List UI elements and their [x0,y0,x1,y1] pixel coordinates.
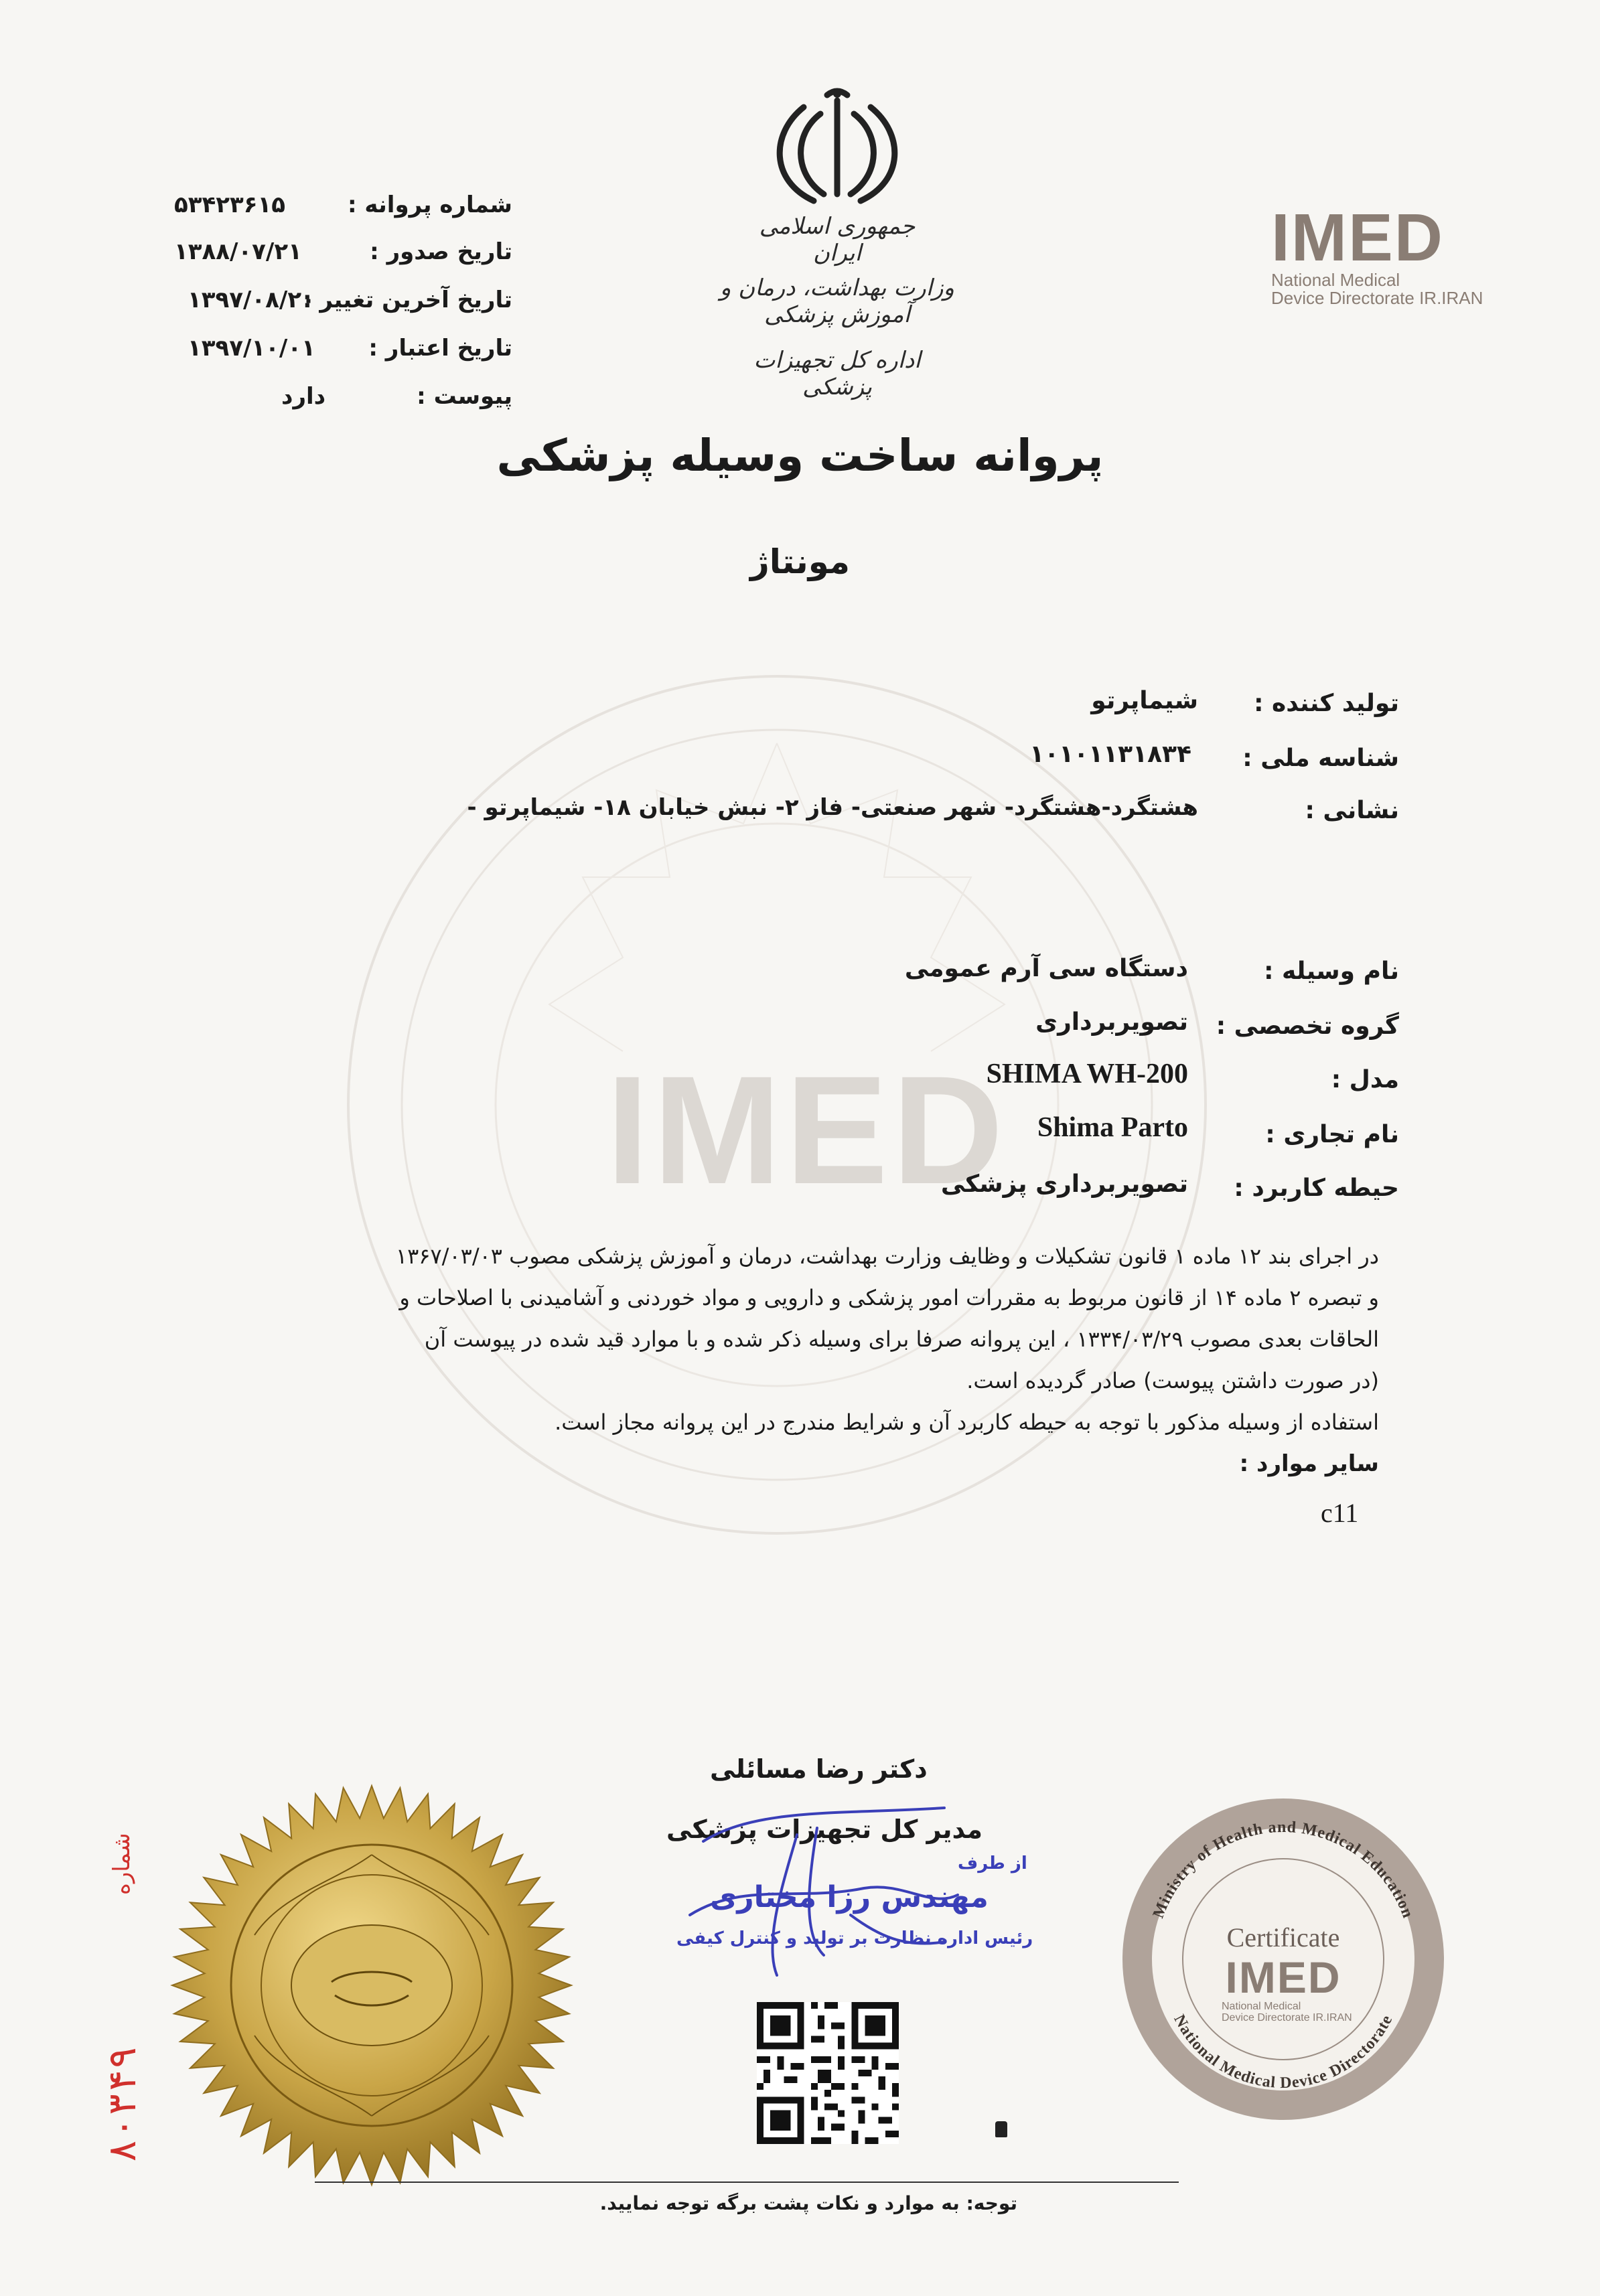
national-id-label: شناسه ملی : [1242,745,1399,772]
attachment-row [174,383,512,426]
device-group-value: تصویربرداری [1035,1008,1188,1036]
address-label: نشانی : [1305,797,1399,824]
footer-note: توجه: به موارد و نکات پشت برگه توجه نمایید. [599,2192,1017,2214]
producer-label: تولید کننده : [1254,690,1399,717]
license-document: IMED شماره پروانه : ۵۳۴۲۳۶۱۵ تاریخ صدور : ۱۳۸۸/۰۷/۲۱ تاریخ آخرین تغییر : ۱۳۹۷/۰۸/۲۰ تاریخ اعتبار : ۱۳۹۷/۱۰/۰۱ پیوست : دارد جمهوری اسلامی ایران وزارت بهداشت، درمان و آموزش پزشکی اداره کل تجهیزات پزشکی IMED National Medical Device Directorate IR.IRAN پروانه ساخت وسیله پزشکی مونتاژ تولید کننده : شیماپرتو شناسه ملی : ۱۰۱۰۱۱۳۱۸۳۴ نشانی : هشتگرد-هشتگرد- شهر صنعتی- فاز ۲- نبش خیابان ۱۸- شیماپرتو - نام وسیله : دستگاه سی آرم عمومی گروه تخصصی : تصویربرداری مدل : SHIMA WH-200 نام تجاری : Shima Parto حیطه کاربرد : تصویربرداری پزشکی در اجرای بند ۱۲ ماده ۱ قانون تشکیلات و وظایف وزارت بهداشت، درمان و آموزش پزشکی مصوب ۱۳۶۷/۰۳/۰۳ و تبصره ۲ ماده ۱۴ از قانون مربوط به مقررات امور پزشکی و دارویی و مواد خوردنی و آشامیدنی با اصلاحات و الحاقات بعدی مصوب ۱۳۳۴/۰۳/۲۹ ، این پروانه صرفا برای وسیله ذکر شده و با موارد قید شده در پیوست آن (در صورت داشتن پیوست) صادر گردیده است. استفاده از وسیله مذکور با توجه به حیطه کاربرد آن و شرایط مندرج در این پروانه مجاز است. سایر موارد : c11 دکتر رضا مسائلی مدیر کل تجهیزات پزشکی از طرف مهندس رزا مختاری رئیس اداره نظارت بر تولید و کنترل کیفی شماره ۸۰۳۴۹ Ministry of Health and Medical Education National Medical Device Directorate Certificate IMED National Medical Device Directorate IR.IRAN توجه: به موارد و نکات پشت برگه توجه نمایید. [0,0,1600,2296]
iran-emblem-icon [767,87,907,208]
attachment-label: پیوست : [417,383,512,410]
gold-seal [167,1781,576,2190]
validity-label: تاریخ اعتبار : [368,335,512,362]
imed-sub-2: Device Directorate IR.IRAN [1271,288,1483,309]
issue-date-label: تاریخ صدور : [370,238,512,265]
small-mark-icon [995,2121,1007,2137]
device-name-value: دستگاه سی آرم عمومی [904,955,1188,982]
legal-line-4: (در صورت داشتن پیوست) صادر گردیده است. [966,1368,1379,1393]
issue-date-row [174,238,512,281]
license-number-row [174,192,512,234]
stamp-from: از طرف [958,1853,1027,1873]
serial-value: ۸۰۳۴۹ [99,2046,145,2163]
device-model-label: مدل : [1331,1066,1399,1093]
serial-label: شماره [108,1833,135,1895]
legal-line-2: و تبصره ۲ ماده ۱۴ از قانون مربوط به مقررات امور پزشکی و دارویی و مواد خوردنی و آشامیدنی با اصلاحات و [399,1285,1379,1310]
national-id-value: ۱۰۱۰۱۱۳۱۸۳۴ [1029,741,1191,768]
certificate-center [1199,1922,1368,2024]
producer-value: شیماپرتو [1091,687,1198,714]
legal-line-1: در اجرای بند ۱۲ ماده ۱ قانون تشکیلات و وظایف وزارت بهداشت، درمان و آموزش پزشکی مصوب ۱۳۶۷/۰۳/۰۳ [395,1243,1379,1269]
other-items-label: سایر موارد : [1239,1450,1379,1477]
page-subtitle: مونتاژ [749,542,851,581]
footer-divider [315,2182,1179,2183]
device-usage-value: تصویربرداری پزشکی [940,1170,1188,1198]
signatory-role: مدیر کل تجهیزات پزشکی [666,1815,983,1844]
license-number-value: ۵۳۴۲۳۶۱۵ [174,192,286,218]
seal-imed-sub-1: National Medical [1222,2001,1301,2012]
stamp-name: مهندس رزا مختاری [710,1880,989,1914]
imed-logo-text: IMED [1271,200,1444,275]
last-change-label: تاریخ آخرین تغییر : [302,287,512,313]
validity-row [174,335,512,378]
imed-sub-1: National Medical [1271,270,1400,290]
legal-line-3: الحاقات بعدی مصوب ۱۳۳۴/۰۳/۲۹ ، این پروانه صرفا برای وسیله ذکر شده و با موارد قید شده در پیوست آن [424,1326,1379,1352]
signatory-name: دکتر رضا مسائلی [710,1754,928,1784]
seal-bottom-text: National Medical Device Directorate [1170,2011,1396,2092]
qr-code [757,2002,899,2144]
seal-imed-logo: IMED [1225,1953,1341,2002]
imed-logo-top [1271,200,1492,309]
issue-date-value: ۱۳۸۸/۰۷/۲۱ [174,238,302,265]
seal-imed-sub-2: Device Directorate IR.IRAN [1222,2011,1352,2023]
device-trade-value: Shima Parto [1037,1112,1188,1143]
device-name-label: نام وسیله : [1264,958,1399,985]
last-change-row [174,287,512,329]
legal-line-5: استفاده از وسیله مذکور با توجه به حیطه کاربرد آن و شرایط مندرج در این پروانه مجاز است. [555,1409,1379,1435]
device-trade-label: نام تجاری : [1265,1121,1399,1148]
last-change-value: ۱۳۹۷/۰۸/۲۰ [188,287,315,313]
device-model-value: SHIMA WH-200 [986,1059,1188,1089]
device-usage-label: حیطه کاربرد : [1234,1174,1399,1202]
other-items-value: c11 [1321,1498,1359,1528]
page-title: پروانه ساخت وسیله پزشکی [496,430,1104,481]
certificate-word: Certificate [1226,1922,1340,1953]
stamp-title: رئیس اداره نظارت بر تولید و کنترل کیفی [676,1928,1033,1948]
validity-value: ۱۳۹۷/۱۰/۰۱ [188,335,315,362]
attachment-value: دارد [281,383,326,410]
watermark-imed: IMED [606,1044,1007,1216]
address-value: هشتگرد-هشتگرد- شهر صنعتی- فاز ۲- نبش خیابان ۱۸- شیماپرتو - [467,794,1198,821]
seal-outer-text: Ministry of Health and Medical Education [1149,1818,1417,1921]
device-group-label: گروه تخصصی : [1216,1012,1399,1040]
license-number-label: شماره پروانه : [347,192,512,218]
